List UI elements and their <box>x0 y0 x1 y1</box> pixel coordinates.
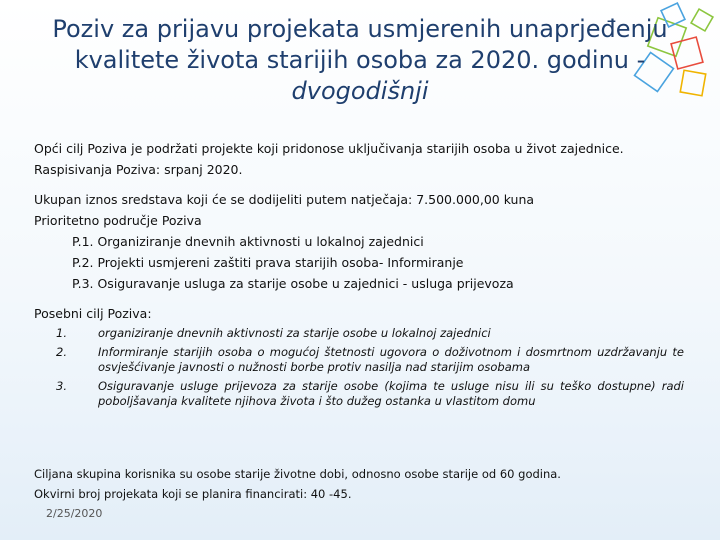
list-item <box>34 345 684 375</box>
list-item <box>34 326 684 341</box>
content <box>34 138 684 413</box>
list-item-number: 3. <box>56 379 67 393</box>
specific-heading: Posebni cilj Poziva: <box>34 306 152 321</box>
announcement: Raspisivanja Poziva: srpanj 2020. <box>34 162 243 177</box>
title-line-1: Poziv za prijavu projekata usmjerenih unaprjeđenju <box>52 15 668 43</box>
list-item-number: 2. <box>56 345 67 359</box>
target-group: Ciljana skupina korisnika su osobe starije životne dobi, odnosno osobe starije od 60 godina. <box>34 467 561 481</box>
list-item-number: 1. <box>56 326 67 340</box>
list-item-text: organiziranje dnevnih aktivnosti za starije osobe u lokalnoj zajednici <box>98 326 491 340</box>
total-amount: Ukupan iznos sredstava koji će se dodijeliti putem natječaja: 7.500.000,00 kuna <box>34 192 535 207</box>
list-item-text: Osiguravanje usluge prijevoza za starije osobe (kojima te usluge nisu ili su teško dostupne) radi poboljšavanja kvalitete njihova života i što dužeg ostanka u vlastitom domu <box>98 379 684 408</box>
general-goal: Opći cilj Poziva je podržati projekte koji pridonose uključivanja starijih osoba u život zajednice. <box>34 141 624 156</box>
title-line-3: dvogodišnji <box>291 77 429 105</box>
list-item-text: Informiranje starijih osoba o mogućoj štetnosti ugovora o doživotnom i dosmrtnom uzdržavanju te osvješćivanje javnosti o nužnosti borbe protiv nasilja nad starijim osobama <box>98 345 684 374</box>
title-line-2: kvalitete života starijih osoba za 2020. godinu - <box>74 46 646 74</box>
priority-item: P.1. Organiziranje dnevnih aktivnosti u lokalnoj zajednici <box>72 234 424 249</box>
page-title <box>40 14 680 107</box>
priority-heading: Prioritetno područje Poziva <box>34 213 202 228</box>
list-item <box>34 379 684 409</box>
footer-text <box>34 464 561 504</box>
priority-item: P.2. Projekti usmjereni zaštiti prava starijih osoba- Informiranje <box>72 255 464 270</box>
project-count: Okvirni broj projekata koji se planira financirati: 40 -45. <box>34 487 352 501</box>
priority-item: P.3. Osiguravanje usluga za starije osobe u zajednici - usluga prijevoza <box>72 276 514 291</box>
specific-goals-list <box>34 326 684 409</box>
slide-date: 2/25/2020 <box>46 507 103 520</box>
